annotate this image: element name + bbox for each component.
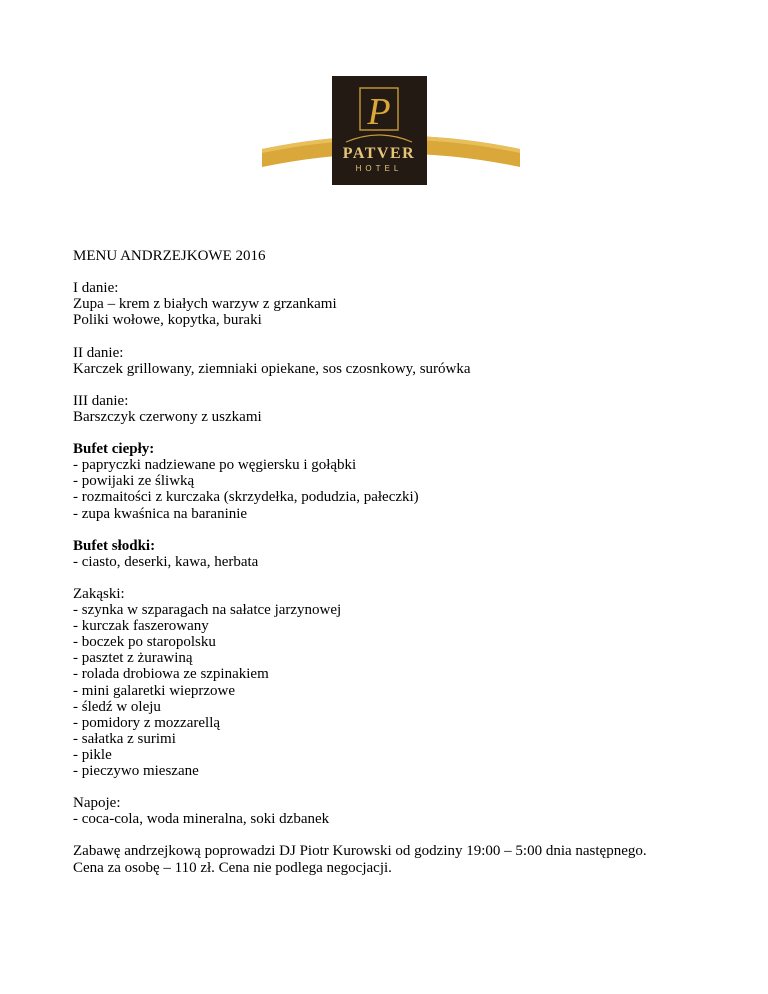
hot-buffet-section bbox=[73, 441, 713, 521]
sweet-buffet-section bbox=[73, 538, 713, 570]
course-3-section bbox=[73, 393, 713, 425]
closing-dj-note: Zabawę andrzejkową poprowadzi DJ Piotr Kurowski od godziny 19:00 – 5:00 dnia następnego. bbox=[73, 843, 647, 860]
list-item: - pomidory z mozzarellą bbox=[73, 714, 221, 731]
drinks-list bbox=[73, 811, 713, 827]
appetizers-heading: Zakąski: bbox=[73, 585, 125, 602]
closing-price-note: Cena za osobę – 110 zł. Cena nie podlega negocjacji. bbox=[73, 859, 392, 876]
list-item: - pikle bbox=[73, 746, 112, 763]
list-item: - kurczak faszerowany bbox=[73, 618, 209, 635]
logo-subword: HOTEL bbox=[355, 164, 403, 173]
list-item: - papryczki nadziewane po węgiersku i gołąbki bbox=[73, 457, 357, 474]
logo-monogram: P bbox=[367, 91, 391, 133]
appetizers-list bbox=[73, 602, 713, 779]
menu-title: MENU ANDRZEJKOWE 2016 bbox=[73, 248, 266, 264]
list-item: - rolada drobiowa ze szpinakiem bbox=[73, 666, 269, 683]
course-3-item: Barszczyk czerwony z uszkami bbox=[73, 408, 262, 425]
list-item: - szynka w szparagach na sałatce jarzynowej bbox=[73, 602, 342, 619]
appetizers-section bbox=[73, 586, 713, 779]
course-2-heading: II danie: bbox=[73, 344, 124, 361]
course-1-section bbox=[73, 280, 713, 328]
course-3-heading: III danie: bbox=[73, 392, 129, 409]
logo-wordmark: PATVER bbox=[342, 145, 416, 162]
sweet-buffet-heading: Bufet słodki: bbox=[73, 537, 156, 554]
drinks-heading: Napoje: bbox=[73, 795, 121, 812]
hot-buffet-heading: Bufet ciepły: bbox=[73, 441, 155, 458]
closing-section bbox=[73, 843, 713, 875]
list-item: - zupa kwaśnica na baraninie bbox=[73, 505, 248, 522]
list-item: - mini galaretki wieprzowe bbox=[73, 682, 236, 699]
list-item: - ciasto, deserki, kawa, herbata bbox=[73, 553, 259, 570]
list-item: - pieczywo mieszane bbox=[73, 763, 199, 779]
course-1-item: Poliki wołowe, kopytka, buraki bbox=[73, 312, 262, 329]
list-item: - rozmaitości z kurczaka (skrzydełka, podudzia, pałeczki) bbox=[73, 489, 419, 506]
list-item: - powijaki ze śliwką bbox=[73, 473, 195, 490]
course-2-section bbox=[73, 345, 713, 377]
list-item: - coca-cola, woda mineralna, soki dzbanek bbox=[73, 811, 330, 828]
hot-buffet-list bbox=[73, 457, 713, 521]
menu-title-section bbox=[73, 248, 713, 264]
patver-hotel-logo bbox=[262, 76, 520, 186]
list-item: - sałatka z surimi bbox=[73, 730, 176, 747]
logo-graphic bbox=[262, 76, 520, 186]
course-1-item: Zupa – krem z białych warzyw z grzankami bbox=[73, 296, 337, 313]
list-item: - pasztet z żurawiną bbox=[73, 650, 193, 667]
list-item: - śledź w oleju bbox=[73, 698, 161, 715]
course-2-item: Karczek grillowany, ziemniaki opiekane, sos czosnkowy, surówka bbox=[73, 360, 471, 377]
menu-document bbox=[73, 248, 713, 876]
list-item: - boczek po staropolsku bbox=[73, 634, 216, 651]
sweet-buffet-list bbox=[73, 554, 713, 570]
course-1-heading: I danie: bbox=[73, 280, 119, 297]
drinks-section bbox=[73, 795, 713, 827]
